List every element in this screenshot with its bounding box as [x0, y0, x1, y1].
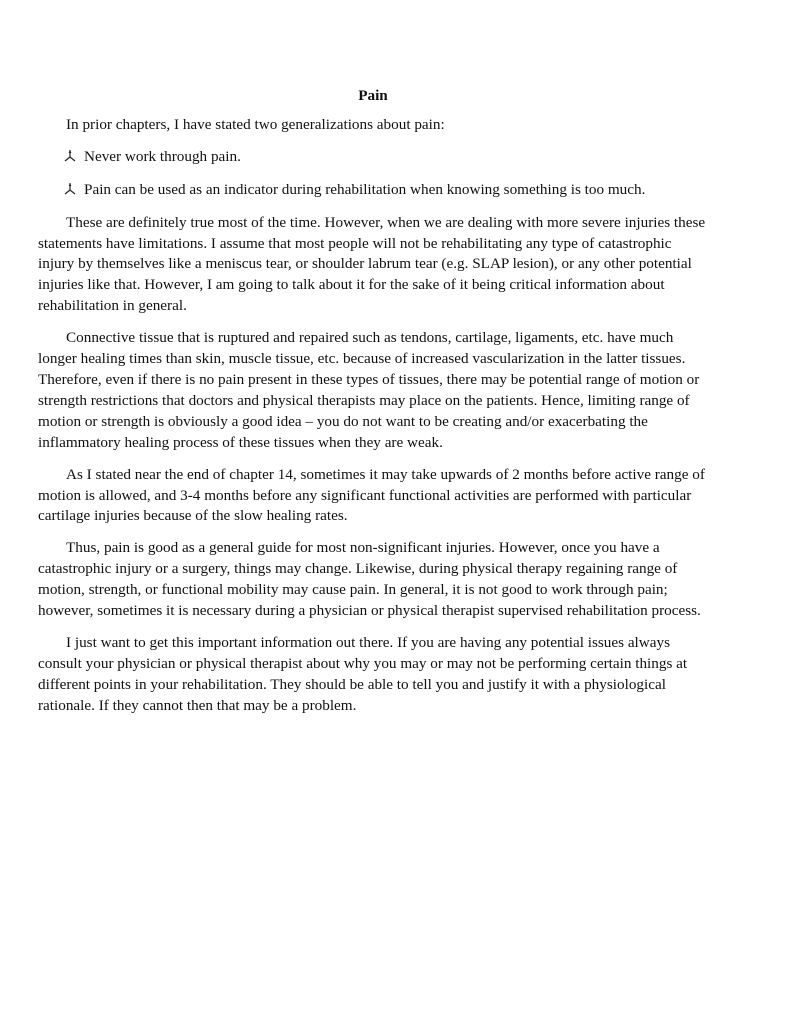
- intro-paragraph: In prior chapters, I have stated two generalizations about pain:: [66, 115, 445, 133]
- bullet-text: Never work through pain.: [84, 147, 241, 165]
- body-paragraph: Connective tissue that is ruptured and repaired such as tendons, cartilage, ligaments, etc. have much longer healing times than skin, muscle tissue, etc. because of increased vascularization in the latter tissues. Therefore, even if there is no pain present in these types of tissues, there may be potential range of motion or strength restrictions that doctors and physical therapists may place on the patients. Hence, limiting range of motion or strength is obviously a good idea – you do not want to be creating and/or exacerbating the inflammatory healing process of these tissues when they are weak.: [38, 329, 700, 451]
- body-paragraph: Thus, pain is good as a general guide for most non-significant injuries. However, once you have a catastrophic injury or a surgery, things may change. Likewise, during physical therapy regaining range of motion, strength, or functional mobility may cause pain. In general, it is not good to work through pain; however, sometimes it is necessary during a physician or physical therapist supervised rehabilitation process.: [38, 539, 701, 620]
- body-paragraph: I just want to get this important information out there. If you are having any potential issues always consult your physician or physical therapist about why you may or may not be performing certain things at different points in your rehabilitation. They should be able to tell you and justify it with a physiological rationale. If they cannot then that may be a problem.: [38, 633, 688, 714]
- page-title: Pain: [358, 87, 388, 104]
- bullet-list: [38, 147, 708, 201]
- list-item: [38, 180, 708, 201]
- list-item: [38, 147, 708, 168]
- bullet-text: Pain can be used as an indicator during rehabilitation when knowing something is too much.: [84, 180, 646, 198]
- document-page: [38, 86, 708, 728]
- body-paragraph: These are definitely true most of the time. However, when we are dealing with more severe injuries these statements have limitations. I assume that most people will not be rehabilitating any type of catastrophic injury by themselves like a meniscus tear, or shoulder labrum tear (e.g. SLAP lesion), or any other potential injuries like that. However, I am going to talk about it for the sake of it being critical information about rehabilitation in general.: [38, 213, 706, 315]
- arrowhead-bullet-icon: [64, 182, 76, 196]
- body-paragraph: As I stated near the end of chapter 14, sometimes it may take upwards of 2 months before active range of motion is allowed, and 3-4 months before any significant functional activities are performed with particular cartilage injuries because of the slow healing rates.: [38, 465, 705, 525]
- arrowhead-bullet-icon: [64, 149, 76, 163]
